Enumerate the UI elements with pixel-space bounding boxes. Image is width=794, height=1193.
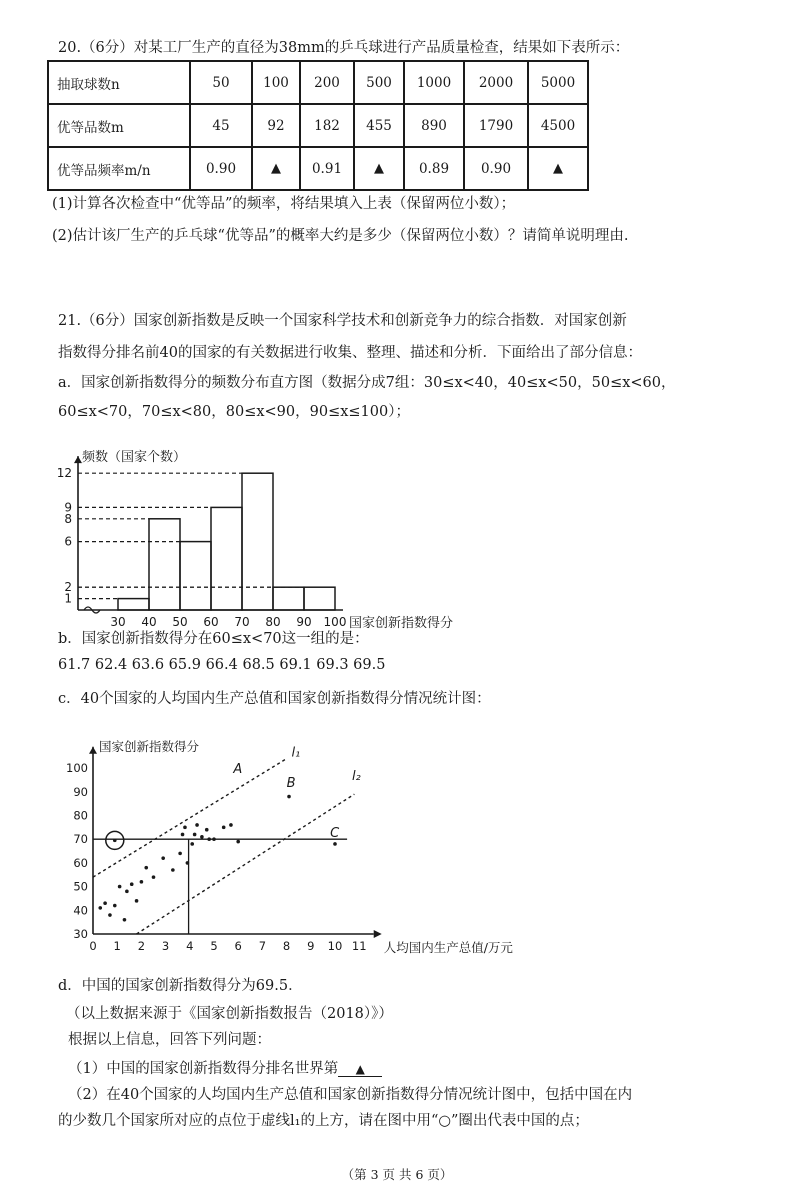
histogram-x-tick: 70 — [234, 615, 250, 629]
q21-part-d: d．中国的国家创新指数得分为69.5． — [58, 978, 303, 994]
questions-intro: 根据以上信息，回答下列问题： — [68, 1032, 271, 1048]
table-cell: 0.89 — [404, 147, 464, 190]
dashed-line-l2 — [137, 794, 355, 934]
scatter-y-tick: 90 — [73, 784, 88, 799]
histogram-chart — [0, 410, 794, 635]
scatter-point — [161, 856, 165, 860]
histogram-bar — [211, 507, 242, 610]
table-cell: 100 — [252, 61, 300, 104]
q21-part-a-2: 60≤x<70，70≤x<80，80≤x<90，90≤x≤100）； — [58, 404, 410, 420]
table-cell: 455 — [354, 104, 404, 147]
scatter-y-tick: 30 — [73, 927, 88, 941]
scatter-point — [98, 906, 102, 910]
scatter-x-tick: 5 — [210, 939, 218, 953]
histogram-bar — [242, 473, 273, 610]
scatter-point — [229, 823, 233, 827]
scatter-point — [181, 833, 185, 837]
table-cell: 500 — [354, 61, 404, 104]
scatter-point — [178, 852, 182, 856]
table-cell: 200 — [300, 61, 354, 104]
scatter-point — [186, 861, 190, 865]
scatter-y-tick: 60 — [73, 855, 88, 870]
scatter-y-tick: 80 — [73, 808, 88, 823]
scatter-point — [135, 899, 139, 903]
scatter-point — [190, 842, 194, 846]
dashed-line-l1 — [93, 759, 287, 878]
table-row — [48, 147, 588, 190]
scatter-point — [212, 837, 216, 841]
scatter-x-tick: 8 — [282, 939, 291, 953]
scatter-point — [287, 795, 291, 799]
scatter-x-tick: 2 — [137, 939, 146, 953]
table-row-header: 优等品数m — [48, 104, 190, 147]
scatter-point — [144, 866, 148, 870]
scatter-x-label: 人均国内生产总值/万元 — [383, 940, 513, 955]
scatter-point — [195, 823, 199, 827]
histogram-x-tick: 40 — [141, 615, 157, 629]
table-row-header: 抽取球数n — [48, 61, 190, 104]
q21-part-a-1: a．国家创新指数得分的频数分布直方图（数据分成7组：30≤x<40，40≤x<50，50≤x<60， — [58, 375, 676, 391]
table-cell: 0.90 — [190, 147, 252, 190]
scatter-point — [130, 882, 134, 886]
table-cell: 0.90 — [464, 147, 528, 190]
scatter-x-tick: 9 — [307, 939, 315, 953]
scatter-point — [152, 875, 156, 879]
table-cell: 1790 — [464, 104, 528, 147]
histogram-bar — [273, 587, 304, 610]
q21-stem-1: 21.（6分）国家创新指数是反映一个国家科学技术和创新竞争力的综合指数．对国家创新 — [58, 313, 627, 329]
histogram-x-tick: 100 — [323, 615, 347, 629]
page-footer: （第 3 页 共 6 页） — [341, 1167, 453, 1182]
histogram-x-label: 国家创新指数得分 — [349, 616, 454, 631]
scatter-annotation: B — [286, 776, 296, 792]
histogram-y-tick: 9 — [64, 500, 72, 515]
table-cell: 0.91 — [300, 147, 354, 190]
scatter-point — [193, 833, 197, 837]
scatter-x-tick: 0 — [89, 939, 97, 953]
table-row — [48, 104, 588, 147]
q21-part-c: c．40个国家的人均国内生产总值和国家创新指数得分情况统计图： — [58, 691, 491, 707]
scatter-point — [183, 826, 187, 830]
scatter-x-tick: 11 — [351, 939, 367, 953]
histogram-y-tick: 1 — [64, 591, 72, 606]
q21-stem-2: 指数得分排名前40的国家的有关数据进行收集、整理、描述和分析．下面给出了部分信息： — [58, 345, 642, 361]
q21-part-b-data: 61.7 62.4 63.6 65.9 66.4 68.5 69.1 69.3 69.5 — [58, 657, 386, 673]
table-cell: 92 — [252, 104, 300, 147]
question-2-line-2: 的少数几个国家所对应的点位于虚线l₁的上方，请在图中用“○”圈出代表中国的点； — [58, 1113, 589, 1129]
q20-sub2: (2)估计该厂生产的乒乓球“优等品”的概率大约是多少（保留两位小数）？请简单说明理由. — [52, 228, 629, 244]
answer-blank-cell[interactable]: ▲ — [354, 147, 404, 190]
scatter-annotation: l₂ — [351, 768, 361, 784]
scatter-point — [108, 913, 112, 917]
histogram-y-arrow — [74, 456, 82, 463]
data-source: （以上数据来源于《国家创新指数报告（2018）》） — [66, 1006, 393, 1022]
scatter-x-tick: 7 — [258, 939, 267, 953]
scatter-x-tick: 3 — [161, 939, 170, 953]
scatter-point — [222, 826, 226, 830]
histogram-bar — [149, 519, 180, 610]
scatter-y-label: 国家创新指数得分 — [99, 738, 200, 754]
scatter-point — [123, 918, 127, 922]
scatter-x-tick: 1 — [113, 939, 121, 953]
histogram-y-tick: 2 — [64, 580, 72, 595]
scatter-point — [207, 837, 211, 841]
table-cell: 2000 — [464, 61, 528, 104]
scatter-annotation: C — [330, 825, 340, 841]
histogram-x-tick: 30 — [110, 615, 126, 629]
scatter-x-arrow — [374, 930, 382, 938]
scatter-annotation: l₁ — [291, 745, 301, 761]
histogram-x-tick: 50 — [172, 615, 188, 629]
q21-part-b: b．国家创新指数得分在60≤x<70这一组的是： — [58, 631, 369, 647]
scatter-y-tick: 50 — [73, 879, 88, 894]
question-1 — [68, 1057, 382, 1078]
table-cell: 50 — [190, 61, 252, 104]
scatter-annotation: A — [233, 761, 243, 777]
scatter-point — [205, 828, 209, 832]
scatter-point — [118, 885, 122, 889]
scatter-y-tick: 70 — [73, 832, 88, 847]
table-cell: 890 — [404, 104, 464, 147]
scatter-point — [333, 842, 337, 846]
answer-blank-rank[interactable]: ▲ — [338, 1062, 382, 1077]
scatter-point — [103, 901, 107, 905]
question-2-line-1: （2）在40个国家的人均国内生产总值和国家创新指数得分情况统计图中，包括中国在内 — [68, 1087, 633, 1103]
histogram-x-tick: 60 — [203, 615, 219, 629]
histogram-bar — [118, 599, 149, 610]
table-row — [48, 61, 588, 104]
histogram-y-tick: 12 — [56, 466, 72, 481]
table-row-header: 优等品频率m/n — [48, 147, 190, 190]
table-cell: 4500 — [528, 104, 588, 147]
scatter-point — [125, 890, 129, 894]
scatter-x-tick: 10 — [327, 939, 343, 953]
histogram-bar — [180, 542, 211, 610]
answer-blank-cell[interactable]: ▲ — [528, 147, 588, 190]
scatter-point — [171, 868, 175, 872]
question-1-text: （1）中国的国家创新指数得分排名世界第 — [68, 1061, 339, 1077]
scatter-point — [236, 840, 240, 844]
histogram-y-tick: 6 — [64, 534, 72, 549]
q20-sub1: (1)计算各次检查中“优等品”的频率，将结果填入上表（保留两位小数）； — [52, 196, 516, 212]
table-cell: 45 — [190, 104, 252, 147]
scatter-y-arrow — [89, 747, 97, 754]
scatter-point — [113, 904, 117, 908]
table-cell: 5000 — [528, 61, 588, 104]
table-cell: 1000 — [404, 61, 464, 104]
scatter-point — [140, 880, 144, 884]
answer-blank-cell[interactable]: ▲ — [252, 147, 300, 190]
histogram-x-tick: 90 — [296, 615, 312, 629]
scatter-chart — [0, 718, 794, 968]
scatter-x-tick: 4 — [186, 939, 194, 953]
scatter-point — [113, 839, 117, 843]
scatter-y-tick: 100 — [66, 761, 88, 776]
scatter-x-tick: 6 — [234, 939, 242, 953]
scatter-point — [200, 835, 204, 839]
q20-stem: 20.（6分）对某工厂生产的直径为38mm的乒乓球进行产品质量检查，结果如下表所示： — [58, 40, 630, 56]
histogram-y-tick: 8 — [64, 511, 72, 526]
histogram-x-tick: 80 — [265, 615, 281, 629]
q20-table — [47, 60, 589, 191]
histogram-y-label: 频数（国家个数） — [82, 450, 187, 466]
scatter-y-tick: 40 — [73, 903, 88, 918]
table-cell: 182 — [300, 104, 354, 147]
histogram-bar — [304, 587, 335, 610]
